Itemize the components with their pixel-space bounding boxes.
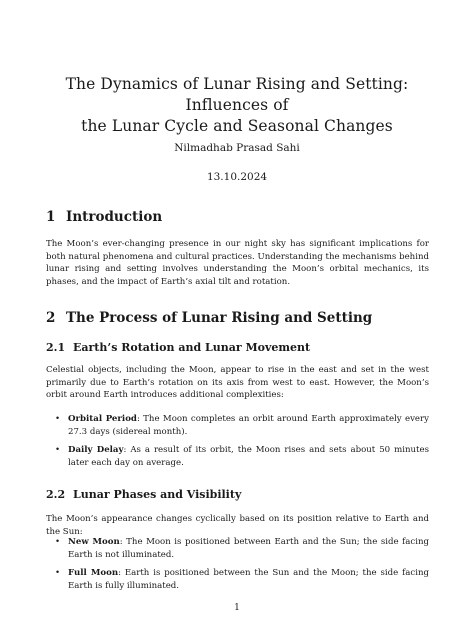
bullet-text: : The Moon is positioned between Earth and the Sun; the side facing Earth is not illuminated.	[68, 537, 430, 560]
bullet-text: : As a result of its orbit, the Moon rises and sets about 50 minutes later each day on average.	[68, 445, 429, 468]
list-item	[46, 444, 429, 469]
bullet-glyph: •	[55, 414, 61, 424]
paper-title	[30, 74, 444, 137]
subsection-heading-phases	[46, 488, 241, 501]
bullet-text: : Earth is positioned between the Sun and the Moon; the side facing Earth is fully illuminated.	[68, 568, 429, 591]
bullet-term: New Moon	[68, 537, 120, 547]
bullet-term: Daily Delay	[68, 445, 124, 455]
page-number: 1	[234, 603, 240, 613]
rotation-bullet-list	[46, 413, 429, 469]
publication-date: 13.10.2024	[206, 171, 268, 183]
bullet-term: Full Moon	[68, 568, 119, 578]
subsection-number: 2.1	[46, 341, 66, 354]
list-item	[46, 536, 429, 561]
phases-bullet-list	[46, 536, 429, 592]
phases-paragraph: The Moon’s appearance changes cyclically based on its position relative to Earth and the Sun:	[46, 514, 429, 537]
subsection-number: 2.2	[46, 488, 66, 501]
bullet-glyph: •	[55, 445, 61, 455]
author-name: Nilmadhab Prasad Sahi	[174, 142, 300, 154]
title-line-1: The Dynamics of Lunar Rising and Setting: Influences of	[65, 75, 409, 114]
bullet-glyph: •	[55, 568, 61, 578]
bullet-text: : The Moon completes an orbit around Earth approximately every 27.3 days (sidereal month).	[68, 414, 429, 437]
section-number: 1	[46, 209, 56, 225]
section-title: Introduction	[66, 209, 163, 225]
list-item	[46, 567, 429, 592]
introduction-paragraph: The Moon’s ever-changing presence in our night sky has significant implications for both natural phenomena and cultural practices. Understanding the mechanisms behind lunar rising and setting involves understanding the Moon’s orbital mechanics, its phases, and the impact of Earth’s axial tilt and rotation.	[46, 239, 429, 287]
section-title: The Process of Lunar Rising and Setting	[66, 310, 373, 326]
subsection-title: Earth’s Rotation and Lunar Movement	[73, 341, 311, 354]
rotation-paragraph: Celestial objects, including the Moon, appear to rise in the east and set in the west primarily due to Earth’s rotation on its axis from west to east. However, the Moon’s orbit around Earth introduces additional complexities:	[46, 365, 429, 400]
list-item	[46, 413, 429, 438]
section-heading-process	[46, 310, 372, 326]
subsection-title: Lunar Phases and Visibility	[73, 488, 242, 501]
subsection-heading-rotation	[46, 341, 310, 354]
section-heading-introduction	[46, 209, 162, 225]
title-line-2: the Lunar Cycle and Seasonal Changes	[81, 117, 393, 135]
bullet-term: Orbital Period	[68, 414, 137, 424]
bullet-glyph: •	[55, 537, 61, 547]
section-number: 2	[46, 310, 56, 326]
